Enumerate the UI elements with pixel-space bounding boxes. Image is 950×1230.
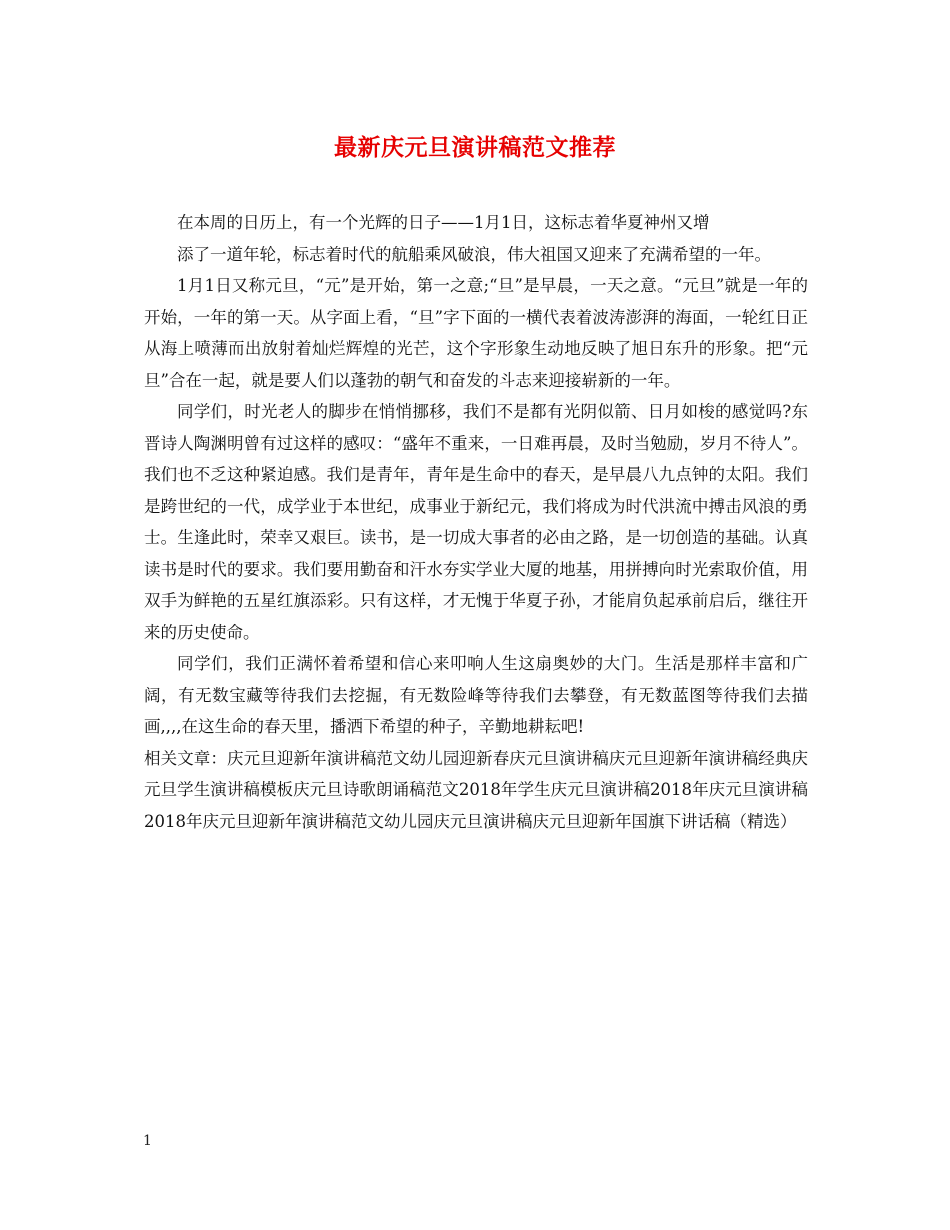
- related-articles: 相关文章：庆元旦迎新年演讲稿范文幼儿园迎新春庆元旦演讲稿庆元旦迎新年演讲稿经典庆元旦学生演讲稿模板庆元旦诗歌朗诵稿范文2018年学生庆元旦演讲稿2018年庆元旦演讲稿2018年庆元旦迎新年演讲稿范文幼儿园庆元旦演讲稿庆元旦迎新年国旗下讲话稿（精选）: [144, 748, 808, 831]
- document-body: [144, 207, 808, 837]
- paragraph-1-line-1: 在本周的日历上，有一个光辉的日子——1月1日，这标志着华夏神州又增: [177, 213, 710, 232]
- paragraph-2: 1月1日又称元旦，“元”是开始，第一之意;“旦”是早晨，一天之意。“元旦”就是一年的开始，一年的第一天。从字面上看，“旦”字下面的一横代表着波涛澎湃的海面，一轮红日正从海上喷薄而出放射着灿烂辉煌的光芒，这个字形象生动地反映了旭日东升的形象。把“元旦”合在一起，就是要人们以蓬勃的朝气和奋发的斗志来迎接崭新的一年。: [144, 276, 808, 390]
- document-title: 最新庆元旦演讲稿范文推荐: [334, 134, 616, 161]
- page-number: 1: [143, 1133, 152, 1149]
- paragraph-1-rest: 添了一道年轮，标志着时代的航船乘风破浪，伟大祖国又迎来了充满希望的一年。: [177, 244, 771, 264]
- paragraph-4: 同学们，我们正满怀着希望和信心来叩响人生这扇奥妙的大门。生活是那样丰富和广阔，有无数宝藏等待我们去挖掘，有无数险峰等待我们去攀登，有无数蓝图等待我们去描画,,,,在这生命的春天里，播洒下希望的种子，辛勤地耕耘吧!: [144, 654, 808, 736]
- paragraph-1: [144, 207, 808, 270]
- paragraph-3: 同学们，时光老人的脚步在悄悄挪移，我们不是都有光阴似箭、日月如梭的感觉吗?东晋诗人陶渊明曾有过这样的感叹：“盛年不重来，一日难再晨，及时当勉励，岁月不待人”。我们也不乏这种紧迫感。我们是青年，青年是生命中的春天，是早晨八九点钟的太阳。我们是跨世纪的一代，成学业于本世纪，成事业于新纪元，我们将成为时代洪流中搏击风浪的勇士。生逢此时，荣幸又艰巨。读书，是一切成大事者的必由之路，是一切创造的基础。认真读书是时代的要求。我们要用勤奋和汗水夯实学业大厦的地基，用拼搏向时光索取价值，用双手为鲜艳的五星红旗添彩。只有这样，才无愧于华夏子孙，才能肩负起承前启后，继往开来的历史使命。: [144, 402, 808, 642]
